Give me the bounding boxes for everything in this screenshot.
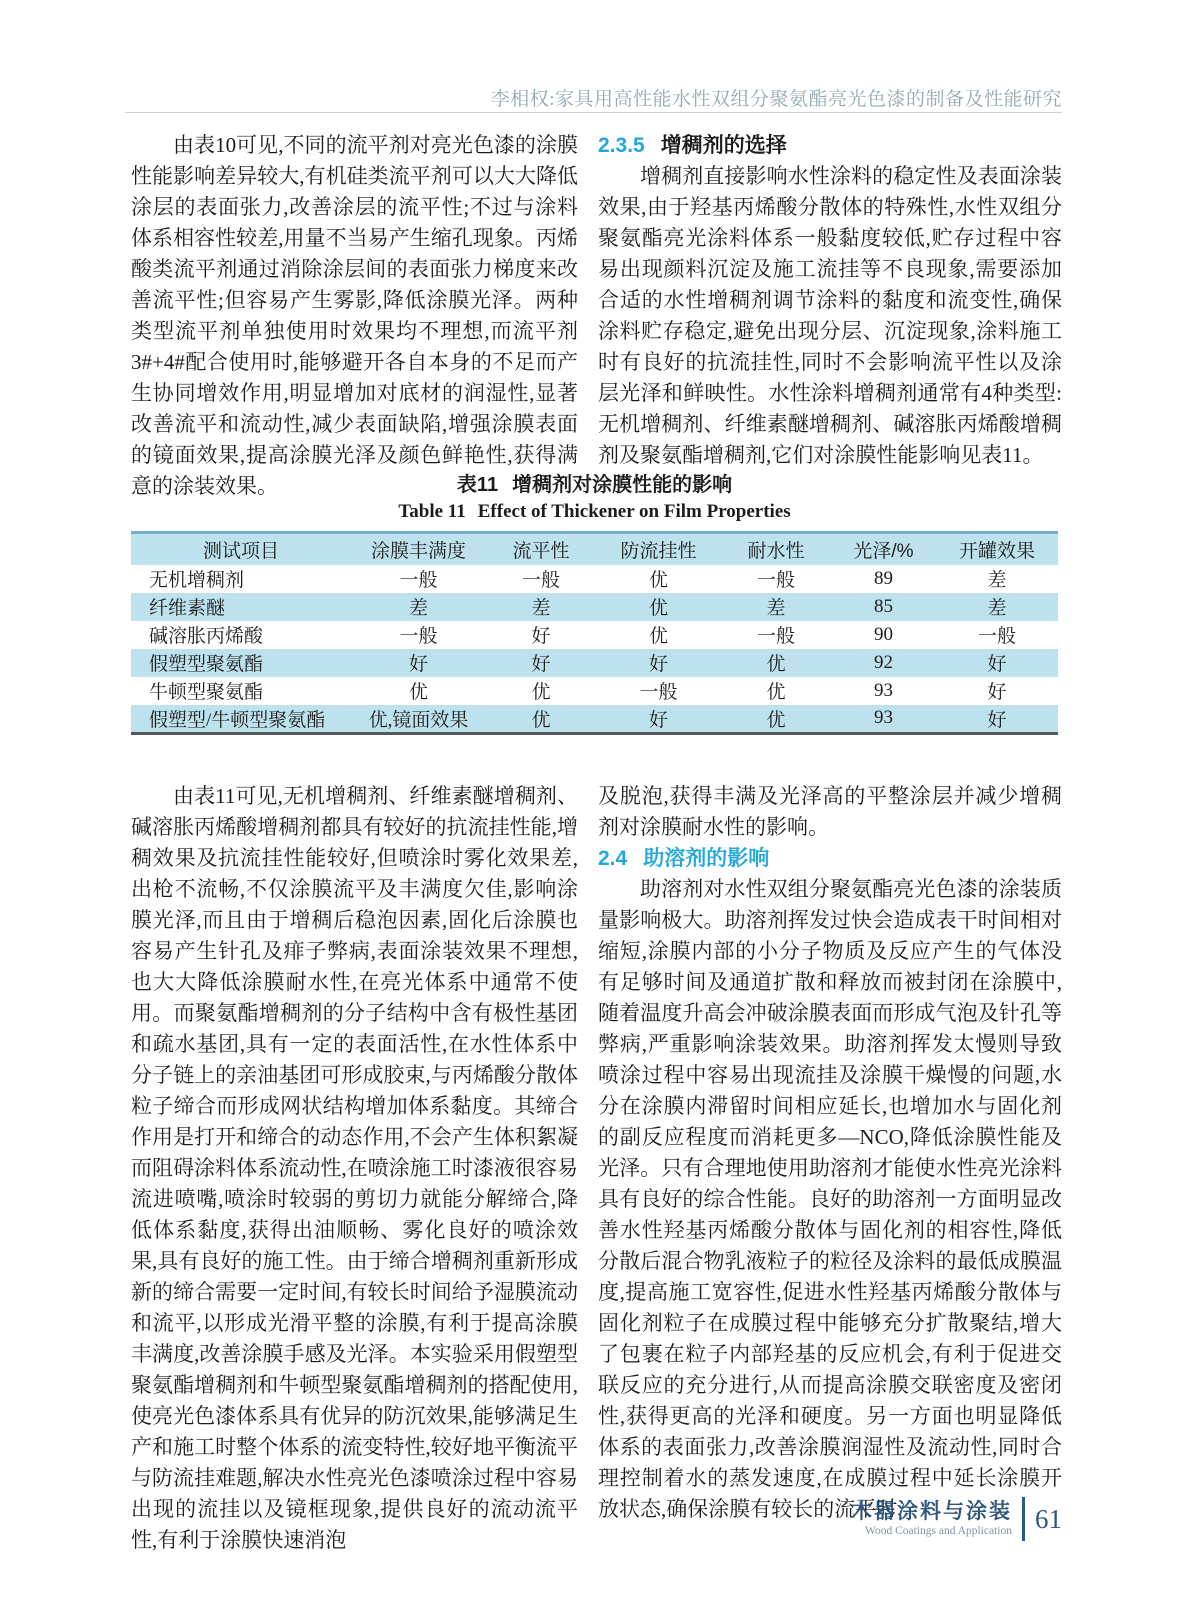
table-caption-zh-label: 表11	[456, 474, 499, 496]
table-cell: 差	[766, 598, 786, 619]
journal-name-zh: 木器涂料与涂装	[851, 1499, 1012, 1523]
table-cell: 好	[408, 654, 428, 675]
table-cell: 一般	[756, 570, 795, 591]
right-column-top	[598, 130, 1062, 471]
header-rule	[125, 112, 1062, 113]
section-title: 助溶剂的影响	[643, 847, 770, 870]
table-cell: 好	[531, 626, 551, 647]
table-cell: 优	[648, 626, 668, 647]
paragraph: 由表10可见,不同的流平剂对亮光色漆的涂膜性能影响差异较大,有机硅类流平剂可以大大降低涂层的表面张力,改善涂层的流平性;不过与涂料体系相容性较差,用量不当易产生缩孔现象。丙烯酸类流平剂通过消除涂层间的表面张力梯度来改善流平性;但容易产生雾影,降低涂膜光泽。两种类型流平剂单独使用时效果均不理想,而流平剂3#+4#配合使用时,能够避开各自本身的不足而产生协同增效作用,明显增加对底材的润湿性,显著改善流平和流动性,减少表面缺陷,增强涂膜表面的镜面效果,提高涂膜光泽及颜色鲜艳性,获得满意的涂装效果。	[131, 133, 578, 498]
table-cell: 优	[648, 598, 668, 619]
table-body	[131, 565, 1058, 734]
table-header-row	[131, 533, 1058, 565]
table-row	[131, 677, 1058, 705]
row-label: 假塑型聚氨酯	[149, 654, 264, 675]
running-head: 李相权:家具用高性能水性双组分聚氨酯亮光色漆的制备及性能研究	[490, 89, 1062, 110]
page-footer	[851, 1497, 1062, 1541]
table-cell: 优	[766, 682, 786, 703]
journal-name-block	[851, 1500, 1012, 1539]
column-header: 测试项目	[202, 540, 279, 562]
column-header: 开罐效果	[958, 540, 1035, 562]
row-label: 假塑型/牛顿型聚氨酯	[149, 709, 326, 731]
right-column-bottom	[598, 781, 1062, 1525]
row-label: 碱溶胀丙烯酸	[149, 626, 264, 647]
table-cell: 优	[408, 682, 428, 703]
column-header: 防流挂性	[620, 540, 697, 562]
table-cell: 好	[648, 709, 668, 731]
table-cell: 一般	[756, 626, 795, 647]
table-row	[131, 705, 1058, 734]
column-header: 流平性	[512, 540, 570, 562]
table-cell: 一般	[639, 682, 678, 703]
paragraph: 由表11可见,无机增稠剂、纤维素醚增稠剂、碱溶胀丙烯酸增稠剂都具有较好的抗流挂性能,增稠效果及抗流挂性能较好,但喷涂时雾化效果差,出枪不流畅,不仅涂膜流平及丰满度欠佳,影响涂膜光泽,而且由于增稠后稳泡因素,固化后涂膜也容易产生针孔及痱子弊病,表面涂装效果不理想,也大大降低涂膜耐水性,在亮光体系中通常不使用。而聚氨酯增稠剂的分子结构中含有极性基团和疏水基团,具有一定的表面活性,在水性体系中分子链上的亲油基团可形成胶束,与丙烯酸分散体粒子缔合而形成网状结构增加体系黏度。其缔合作用是打开和缔合的动态作用,不会产生体积絮凝而阻碍涂料体系流动性,在喷涂施工时漆液很容易流进喷嘴,喷涂时较弱的剪切力就能分解缔合,降低体系黏度,获得出油顺畅、雾化良好的喷涂效果,具有良好的施工性。由于缔合增稠剂重新形成新的缔合需要一定时间,有较长时间给予湿膜流动和流平,以形成光滑平整的涂膜,有利于提高涂膜丰满度,改善涂膜手感及光泽。本实验采用假塑型聚氨酯增稠剂和牛顿型聚氨酯增稠剂的搭配使用,使亮光色漆体系具有优异的防沉效果,能够满足生产和施工时整个体系的流变特性,较好地平衡流平与防流挂难题,解决水性亮光色漆喷涂过程中容易出现的流挂以及镜框现象,提供良好的流动流平性,有利于涂膜快速消泡	[131, 784, 578, 1552]
paragraph-continuation: 及脱泡,获得丰满及光泽高的平整涂层并减少增稠剂对涂膜耐水性的影响。	[598, 784, 1062, 839]
table-cell: 一般	[977, 626, 1016, 647]
table-cell: 优	[766, 654, 786, 675]
table-cell: 优	[531, 709, 551, 731]
journal-name-en: Wood Coatings and Application	[865, 1524, 1012, 1537]
table-cell: 90	[874, 623, 893, 645]
left-column-bottom	[131, 781, 578, 1556]
table-cell: 92	[874, 651, 893, 673]
paragraph: 增稠剂直接影响水性涂料的稳定性及表面涂装效果,由于羟基丙烯酸分散体的特殊性,水性双组分聚氨酯亮光涂料体系一般黏度较低,贮存过程中容易出现颜料沉淀及施工流挂等不良现象,需要添加合适的水性增稠剂调节涂料的黏度和流变性,确保涂料贮存稳定,避免出现分层、沉淀现象,涂料施工时有良好的抗流挂性,同时不会影响流平性以及涂层光泽和鲜映性。水性涂料增稠剂通常有4种类型:无机增稠剂、纤维素醚增稠剂、碱溶胀丙烯酸增稠剂及聚氨酯增稠剂,它们对涂膜性能影响见表11。	[598, 164, 1062, 467]
table-block	[131, 468, 1058, 735]
column-header: 耐水性	[747, 540, 805, 562]
table-row	[131, 621, 1058, 649]
thickener-effect-table	[131, 531, 1058, 735]
page-number: 61	[1035, 1503, 1062, 1534]
row-label: 牛顿型聚氨酯	[149, 682, 264, 703]
table-cell: 优	[766, 709, 786, 731]
table-cell: 差	[531, 598, 551, 619]
section-number: 2.4	[598, 847, 628, 870]
table-cell: 89	[874, 567, 893, 589]
table-cell: 93	[874, 679, 893, 701]
table-caption-en-text: Effect of Thickener on Film Properties	[477, 501, 791, 522]
table-row	[131, 649, 1058, 677]
table-row	[131, 593, 1058, 621]
footer-divider-bar	[1022, 1497, 1025, 1541]
table-cell: 好	[531, 654, 551, 675]
column-header: 涂膜丰满度	[370, 540, 466, 562]
table-row	[131, 565, 1058, 593]
table-caption-zh-text: 增稠剂对涂膜性能的影响	[512, 474, 733, 496]
row-label: 无机增稠剂	[149, 570, 245, 591]
table-cell: 好	[987, 709, 1007, 731]
section-number: 2.3.5	[598, 134, 645, 157]
table-cell: 差	[987, 598, 1007, 619]
table-cell: 一般	[399, 570, 438, 591]
table-cell: 好	[987, 682, 1007, 703]
section-heading-2-4	[598, 843, 1062, 874]
table-cell: 差	[987, 570, 1007, 591]
table-caption-en-label: Table 11	[398, 501, 466, 522]
table-cell: 一般	[399, 626, 438, 647]
table-cell: 优	[648, 570, 668, 591]
section-heading-2-3-5	[598, 130, 1062, 161]
table-cell: 好	[987, 654, 1007, 675]
row-label: 纤维素醚	[149, 598, 226, 619]
table-cell: 一般	[521, 570, 560, 591]
table-cell: 93	[874, 707, 893, 728]
paragraph: 助溶剂对水性双组分聚氨酯亮光色漆的涂装质量影响极大。助溶剂挥发过快会造成表干时间相对缩短,涂膜内部的小分子物质及反应产生的气体没有足够时间及通道扩散和释放而被封闭在涂膜中,随着温度升高会冲破涂膜表面而形成气泡及针孔等弊病,严重影响涂装效果。助溶剂挥发太慢则导致喷涂过程中容易出现流挂及涂膜干燥慢的问题,水分在涂膜内滞留时间相应延长,也增加水与固化剂的副反应程度而消耗更多—NCO,降低涂膜性能及光泽。只有合理地使用助溶剂才能使水性亮光涂料具有良好的综合性能。良好的助溶剂一方面明显改善水性羟基丙烯酸分散体与固化剂的相容性,降低分散后混合物乳液粒子的粒径及涂料的最低成膜温度,提高施工宽容性,促进水性羟基丙烯酸分散体与固化剂粒子在成膜过程中能够充分扩散聚结,增大了包裹在粒子内部羟基的反应机会,有利于促进交联反应的充分进行,从而提高涂膜交联密度及密闭性,获得更高的光泽和硬度。另一方面也明显降低体系的表面张力,改善涂膜润湿性及流动性,同时合理控制着水的蒸发速度,在成膜过程中延长涂膜开放状态,确保涂膜有较长的流平时	[598, 877, 1062, 1521]
table-cell: 差	[408, 598, 428, 619]
table-cell: 85	[874, 595, 893, 617]
table-caption-en	[131, 501, 1058, 523]
table-cell: 好	[648, 654, 668, 675]
left-column-top	[131, 130, 578, 502]
column-header: 光泽/%	[853, 540, 914, 562]
table-caption-zh	[131, 468, 1058, 497]
table-cell: 优	[531, 682, 551, 703]
section-title: 增稠剂的选择	[660, 134, 787, 157]
table-cell: 优,镜面效果	[368, 709, 469, 731]
